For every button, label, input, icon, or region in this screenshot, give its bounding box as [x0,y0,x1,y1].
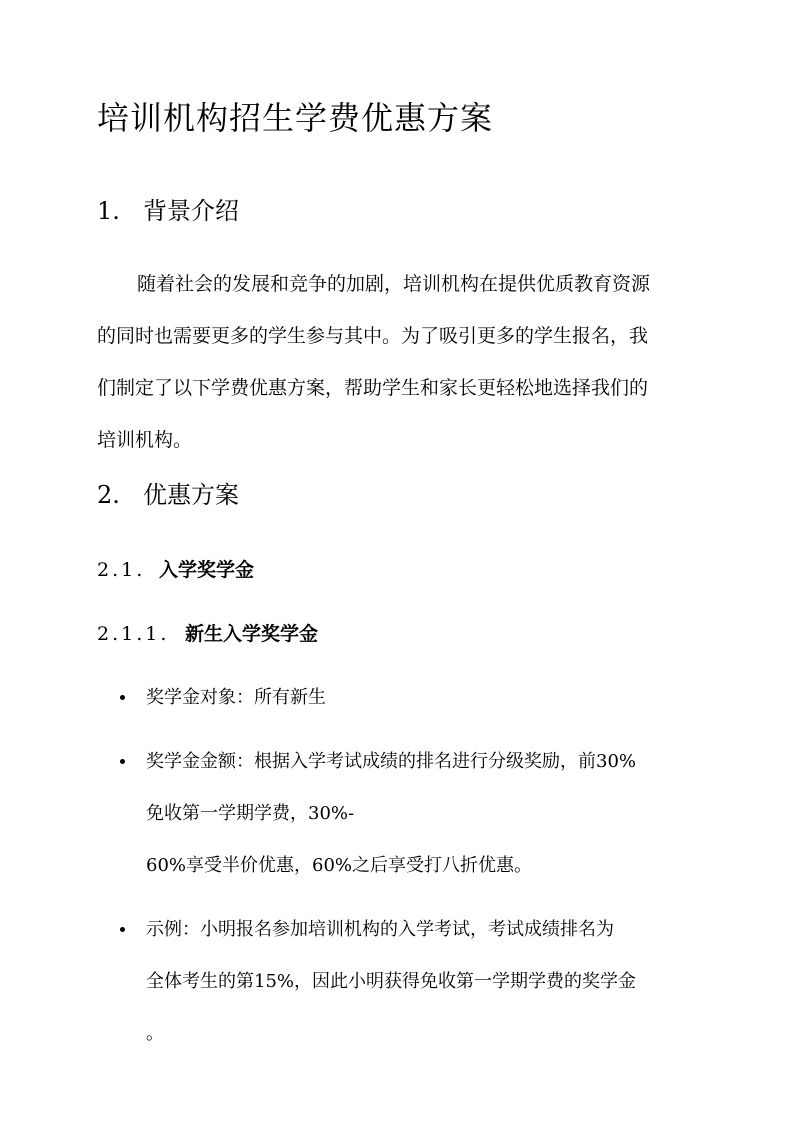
scholarship-bullet-list [97,672,703,1060]
bullet-line: 全体考生的第15%，因此小明获得免收第一学期学费的奖学金 [146,971,637,992]
bullet-line: 奖学金金额：根据入学考试成绩的排名进行分级奖励，前30% [146,751,637,772]
bullet-dot [120,695,125,700]
section-number: 2. [97,481,120,509]
bullet-dot [120,927,125,932]
paragraph-line: 随着社会的发展和竞争的加剧，培训机构在提供优质教育资源 [137,273,651,295]
list-item [97,736,703,892]
subsubsection-heading-new-student [97,620,318,648]
bullet-line: 。 [146,1023,164,1044]
document-title: 培训机构招生学费优惠方案 [97,99,494,137]
list-item [97,904,703,1060]
section-heading-discount-plan [97,478,239,512]
background-paragraph [97,258,703,466]
bullet-line: 示例：小明报名参加培训机构的入学考试，考试成绩排名为 [146,919,614,940]
section-title: 优惠方案 [143,481,239,509]
subsection-heading-scholarship [97,556,254,584]
section-title: 背景介绍 [143,197,239,225]
subsection-number: 2.1. [97,559,146,581]
bullet-line: 奖学金对象：所有新生 [146,687,326,708]
paragraph-line: 的同时也需要更多的学生参与其中。为了吸引更多的学生报名，我 [97,325,649,347]
subsubsection-title: 新生入学奖学金 [185,623,319,645]
subsubsection-number: 2.1.1. [97,623,170,645]
section-heading-background [97,194,239,228]
section-number: 1. [97,197,120,225]
subsection-title: 入学奖学金 [159,559,255,581]
bullet-line: 免收第一学期学费，30%- [146,803,355,824]
paragraph-line: 们制定了以下学费优惠方案，帮助学生和家长更轻松地选择我们的 [97,377,649,399]
list-item [97,672,703,724]
bullet-dot [120,759,125,764]
paragraph-line: 培训机构。 [97,429,193,451]
bullet-line: 60%享受半价优惠，60%之后享受打八折优惠。 [146,855,533,876]
